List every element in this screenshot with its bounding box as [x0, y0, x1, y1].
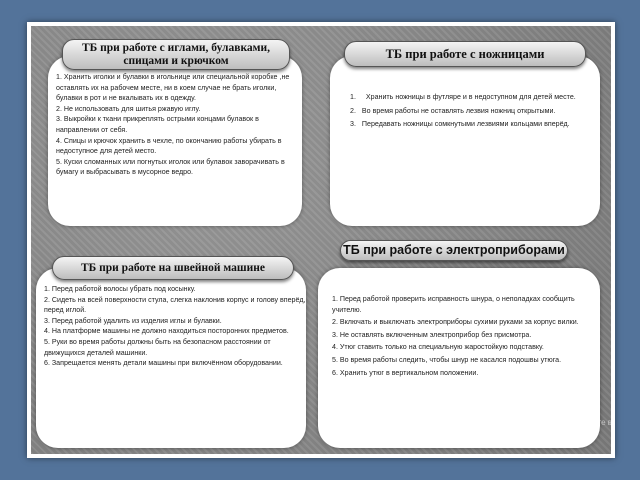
- card-electrical-body: [332, 294, 594, 378]
- list-item: [350, 92, 590, 103]
- list-item: 4. Утюг ставить только на специальную жаростойкую подставку.: [332, 343, 544, 352]
- list-item: 5. Во время работы следить, чтобы шнур не касался подошвы утюга.: [332, 355, 562, 364]
- list-item-text: Хранить ножницы в футляре и в недоступном для детей месте.: [365, 93, 576, 101]
- card-sewing-machine: [36, 268, 306, 448]
- card-needles-title: ТБ при работе с иглами, булавками, спицами и крючком: [62, 39, 290, 70]
- list-item-number: 2.: [350, 106, 356, 115]
- list-item: 3. Перед работой удалить из изделия иглы и булавки.: [44, 316, 222, 325]
- list-item: 5. Руки во время работы должны быть на безопасном расстоянии от движущихся деталей машинки.: [44, 337, 271, 357]
- list-item: 5. Куски сломанных или погнутых иголок или булавок заворачивать в бумагу и выбрасывать в мусорное ведро.: [56, 157, 285, 177]
- list-item: 3. Выкройки к ткани прикреплять острыми концами булавок в направлении от себя.: [56, 115, 259, 134]
- card-sewing-machine-body: [44, 284, 306, 369]
- list-item: 6. Хранить утюг в вертикальном положении.: [332, 368, 479, 377]
- card-scissors-title: ТБ при работе с ножницами: [344, 41, 586, 67]
- list-item: 1. Хранить иголки и булавки в игольнице или специальной коробке ,не оставлять их на рабочем месте, ни в коем случае не брать иголки, булавки в рот и не вкалывать их в одежду.: [56, 73, 290, 103]
- watermark-title: Активация Windows: [451, 406, 553, 418]
- list-item: 2. Не использовать для шитья ржавую иглу.: [56, 104, 201, 113]
- card-scissors: [330, 56, 600, 226]
- list-item: [350, 119, 590, 130]
- list-item: 2. Сидеть на всей поверхности стула, слегка наклонив корпус и голову вперёд, перед иглой.: [44, 295, 306, 315]
- list-item-text: Передавать ножницы сомкнутыми лезвиями кольцами вперёд.: [361, 120, 570, 129]
- card-needles-body: [56, 72, 298, 178]
- list-item: 6. Запрещается менять детали машины при включённом оборудовании.: [44, 359, 283, 368]
- activation-watermark: [451, 406, 612, 438]
- list-item: 3. Не оставлять включенным электроприбор без присмотра.: [332, 330, 532, 339]
- card-needles: [48, 56, 302, 226]
- list-item: 4. Спицы и крючок хранить в чехле, по окончанию работы убирать в недоступное для детей место.: [56, 136, 282, 156]
- card-electrical-title: ТБ при работе с электроприборами: [340, 240, 568, 261]
- list-item-number: 3.: [350, 120, 356, 129]
- list-item-number: 1.: [350, 93, 356, 101]
- list-item: 2. Включать и выключать электроприборы сухими руками за корпус вилки.: [332, 318, 579, 327]
- watermark-line: раздел «Параметры».: [451, 428, 533, 437]
- list-item: [350, 106, 590, 117]
- list-item-text: Во время работы не оставлять лезвия ножниц открытыми.: [361, 106, 556, 115]
- list-item: 1. Перед работой проверить исправность шнура, о неполадках сообщить учителю.: [332, 295, 575, 314]
- card-scissors-body: [350, 92, 590, 130]
- watermark-line: Чтобы активировать Windows, перейдите в: [451, 418, 612, 427]
- card-sewing-machine-title: ТБ при работе на швейной машине: [52, 256, 294, 280]
- list-item: 4. На платформе машины не должно находиться посторонних предметов.: [44, 327, 289, 336]
- list-item: 1. Перед работой волосы убрать под косынку.: [44, 285, 196, 293]
